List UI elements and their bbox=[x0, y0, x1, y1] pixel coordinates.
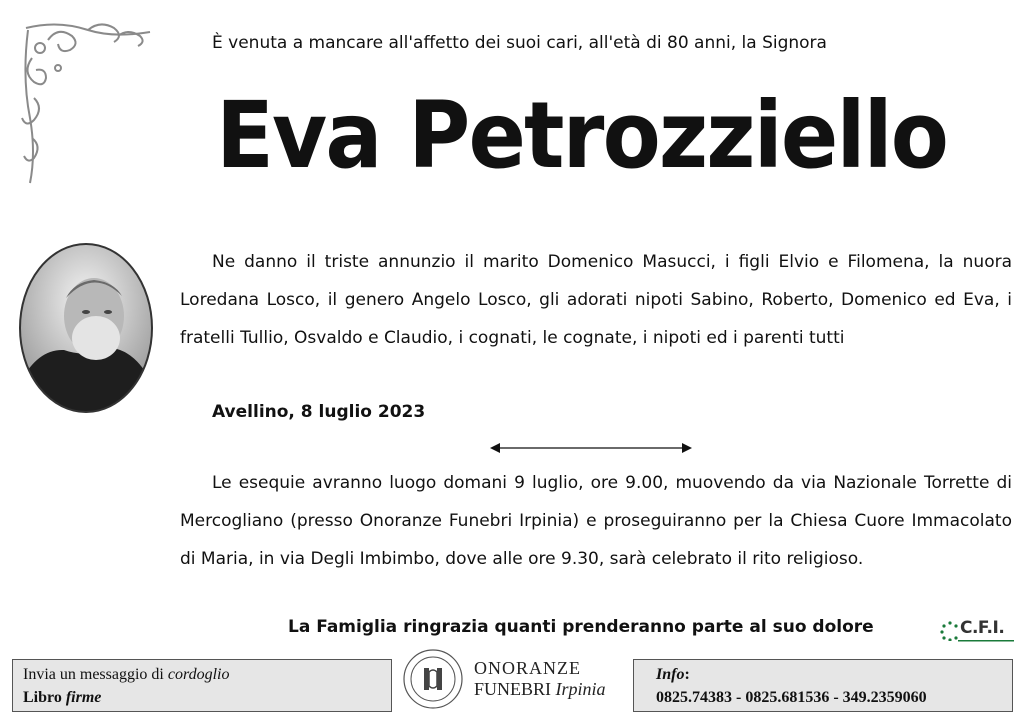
funeral-home-logo bbox=[400, 648, 630, 718]
cfi-tagline-graphic bbox=[958, 639, 1014, 643]
announcement-paragraph: Ne danno il triste annunzio il marito Domenico Masucci, i figli Elvio e Filomena, la nuora Loredana Losco, il genero Angelo Losco, gli adorati nipoti Sabino, Roberto, Domenico ed Eva, i fratelli Tullio, Osvaldo e Claudio, i cognati, le cognate, i nipoti ed i parenti tutti bbox=[180, 252, 1012, 348]
send-condolence-link[interactable]: Invia un messaggio di cordoglio bbox=[23, 666, 230, 683]
cfi-logo bbox=[940, 618, 1016, 646]
info-box bbox=[633, 659, 1013, 712]
condolence-box[interactable] bbox=[12, 659, 392, 712]
phone-numbers[interactable]: 0825.74383 - 0825.681536 - 349.2359060 bbox=[656, 689, 927, 706]
funeral-paragraph: Le esequie avranno luogo domani 9 luglio, ore 9.00, muovendo da via Nazionale Torrette di Mercogliano (presso Onoranze Funebri Irpinia) e proseguiranno per la Chiesa Cuore Immacolato di Maria, in via Degli Imbimbo, dove alle ore 9.30, sarà celebrato il rito religioso. bbox=[180, 473, 1012, 569]
intro-text: È venuta a mancare all'affetto dei suoi cari, all'età di 80 anni, la Signora bbox=[212, 33, 827, 53]
funeral-home-emblem-icon bbox=[402, 648, 464, 710]
portrait-photo bbox=[14, 238, 158, 418]
guestbook-link[interactable]: Libro firme bbox=[23, 689, 102, 706]
cfi-dots-icon bbox=[940, 621, 960, 641]
info-label: Info: bbox=[656, 666, 690, 683]
company-name-line2: FUNEBRI Irpinia bbox=[474, 679, 606, 699]
cfi-logo-text: C.F.I. bbox=[960, 618, 1005, 638]
double-arrow-divider-icon bbox=[490, 440, 692, 456]
thanks-text: La Famiglia ringrazia quanti prenderanno parte al suo dolore bbox=[288, 617, 874, 637]
deceased-name-text: Eva Petrozziello bbox=[216, 82, 948, 189]
deceased-name bbox=[48, 82, 990, 189]
place-date: Avellino, 8 luglio 2023 bbox=[212, 402, 426, 422]
company-name-line1: ONORANZE bbox=[474, 658, 581, 678]
